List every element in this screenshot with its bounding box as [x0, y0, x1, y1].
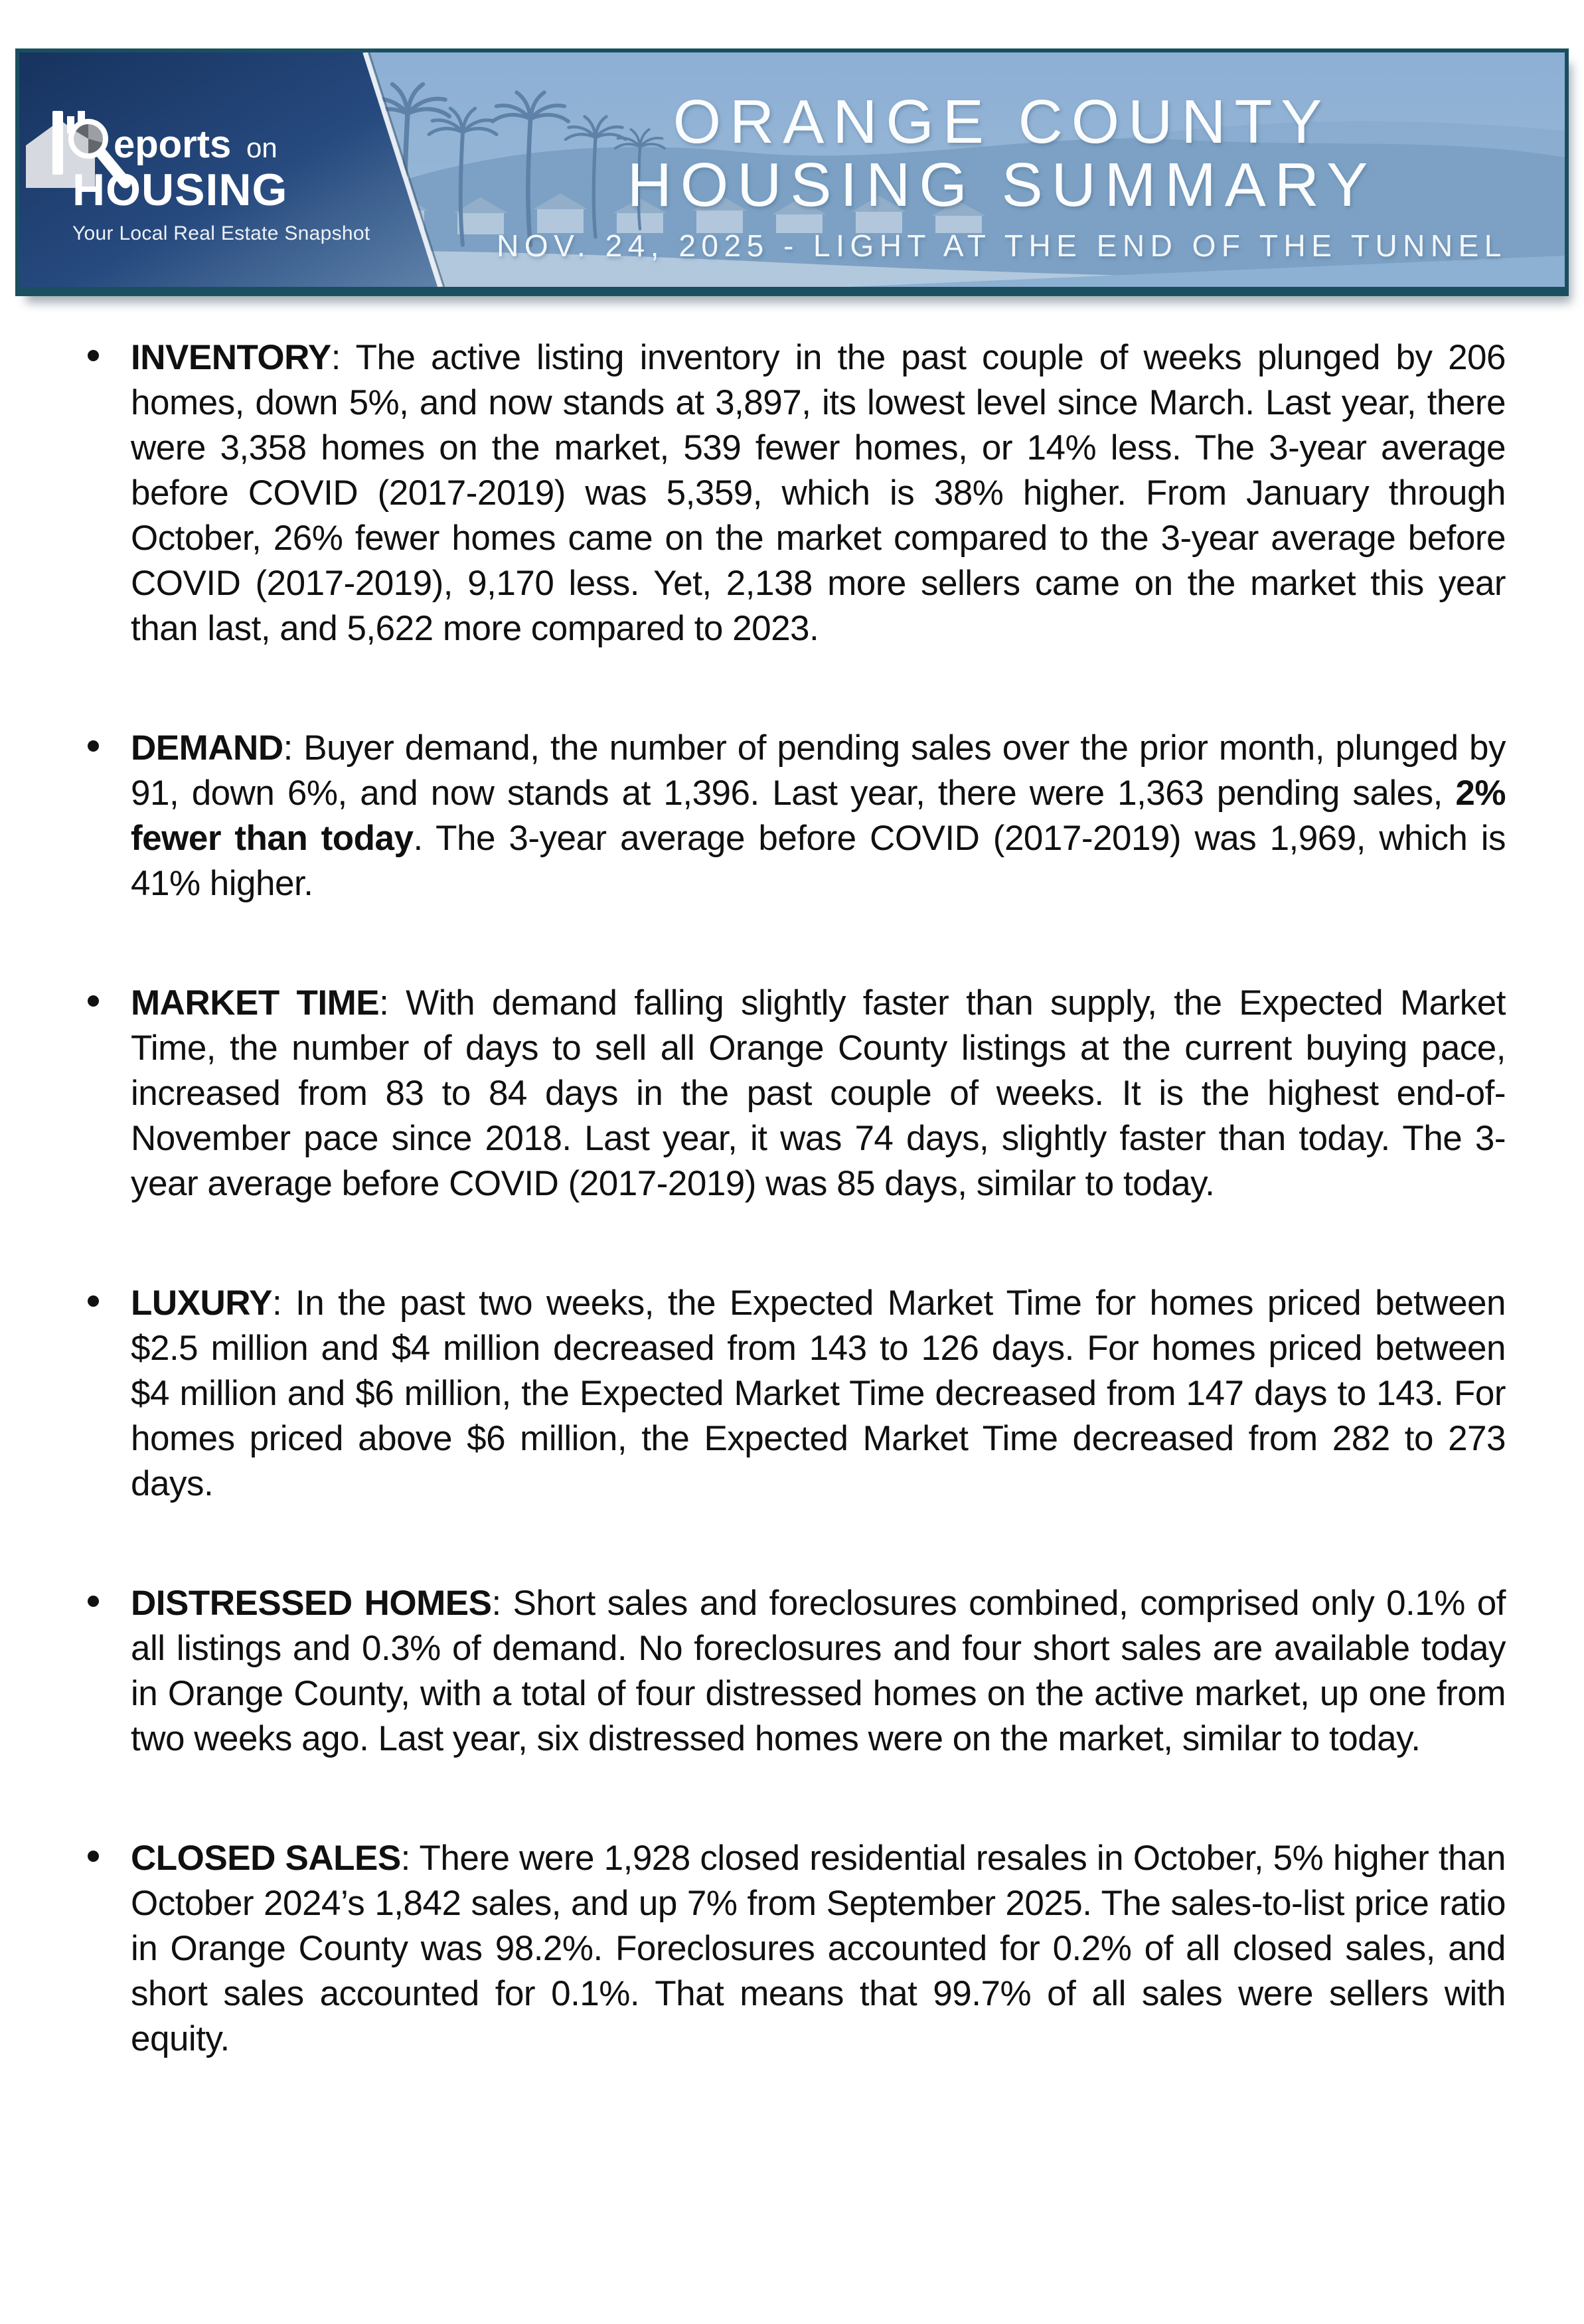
report-section-closed-sales	[78, 1836, 1506, 2062]
section-bold-text: 2% fewer than today	[131, 774, 1506, 858]
letter-r-stem	[52, 111, 63, 175]
section-paragraph	[131, 1581, 1506, 1762]
section-paragraph	[131, 1281, 1506, 1507]
section-text: : In the past two weeks, the Expected Market Time for homes priced between $2.5 million and $4 million decreased from 143 to 126 days. For homes priced between $4 million and $6 million, the Expected Market Time decreased from 147 days to 143. For homes priced above $6 million, the Expected Market Time decreased from 282 to 273 days.	[131, 1284, 1506, 1503]
report-section-demand	[78, 726, 1506, 906]
brand-wordmark-reports: eports	[114, 123, 232, 166]
brand-wordmark-housing: HOUSING	[72, 165, 288, 215]
brand-tagline: Your Local Real Estate Snapshot	[72, 222, 370, 244]
report-section-inventory	[78, 335, 1506, 651]
section-text-after: . The 3-year average before COVID (2017-2019) was 1,969, which is 41% higher.	[131, 819, 1506, 903]
bullet-icon	[88, 350, 99, 361]
brand-wordmark-on: on	[246, 132, 277, 163]
section-paragraph	[131, 335, 1506, 651]
report-section-market-time	[78, 981, 1506, 1206]
page-title-line2: HOUSING SUMMARY	[627, 150, 1377, 219]
section-text: : Buyer demand, the number of pending sales over the prior month, plunged by 91, down 6%, and now stands at 1,396. Last year, there were 1,363 pending sales,	[131, 728, 1506, 813]
page-title-line1: ORANGE COUNTY	[673, 87, 1331, 156]
bullet-icon	[88, 740, 99, 752]
page-subtitle-date: NOV. 24, 2025 - LIGHT AT THE END OF THE TUNNEL	[497, 228, 1507, 263]
section-label: LUXURY	[131, 1284, 272, 1323]
magnifier-pie-icon	[71, 122, 106, 156]
section-paragraph	[131, 981, 1506, 1206]
section-label: DEMAND	[131, 728, 283, 768]
section-text: : Short sales and foreclosures combined, comprised only 0.1% of all listings and 0.3% of demand. No foreclosures and four short sales are available today in Orange County, with a total of four distressed homes on the active market, up one from two weeks ago. Last year, six distressed homes were on the market, similar to today.	[131, 1584, 1506, 1758]
section-paragraph	[131, 726, 1506, 906]
bullet-icon	[88, 1596, 99, 1607]
report-section-distressed-homes	[78, 1581, 1506, 1762]
section-text: : With demand falling slightly faster than supply, the Expected Market Time, the number of days to sell all Orange County listings at the current buying pace, increased from 83 to 84 days in the past couple of weeks. It is the highest end-of-November pace since 2018. Last year, it was 74 days, slightly faster than today. The 3-year average before COVID (2017-2019) was 85 days, similar to today.	[131, 983, 1506, 1203]
summary-list	[0, 335, 1584, 2062]
section-label: DISTRESSED HOMES	[131, 1584, 492, 1623]
section-paragraph	[131, 1836, 1506, 2062]
header-banner	[15, 48, 1569, 296]
section-text: : There were 1,928 closed residential resales in October, 5% higher than October 2024’s 1,842 sales, and up 7% from September 2025. The sales-to-list price ratio in Orange County was 98.2%. Foreclosures accounted for 0.2% of all closed sales, and short sales accounted for 0.1%. That means that 99.7% of all sales were sellers with equity.	[131, 1839, 1506, 2058]
section-label: MARKET TIME	[131, 983, 380, 1023]
section-label: INVENTORY	[131, 338, 331, 377]
bullet-icon	[88, 1851, 99, 1862]
header-art	[19, 52, 1565, 287]
bullet-icon	[88, 995, 99, 1007]
bullet-icon	[88, 1295, 99, 1307]
section-text: : The active listing inventory in the past couple of weeks plunged by 206 homes, down 5%, and now stands at 3,897, its lowest level since March. Last year, there were 3,358 homes on the market, 539 fewer homes, or 14% less. The 3-year average before COVID (2017-2019) was 5,359, which is 38% higher. From January through October, 26% fewer homes came on the market compared to the 3-year average before COVID (2017-2019), 9,170 less. Yet, 2,138 more sellers came on the market this year than last, and 5,622 more compared to 2023.	[131, 338, 1506, 648]
section-label: CLOSED SALES	[131, 1839, 401, 1878]
report-section-luxury	[78, 1281, 1506, 1507]
